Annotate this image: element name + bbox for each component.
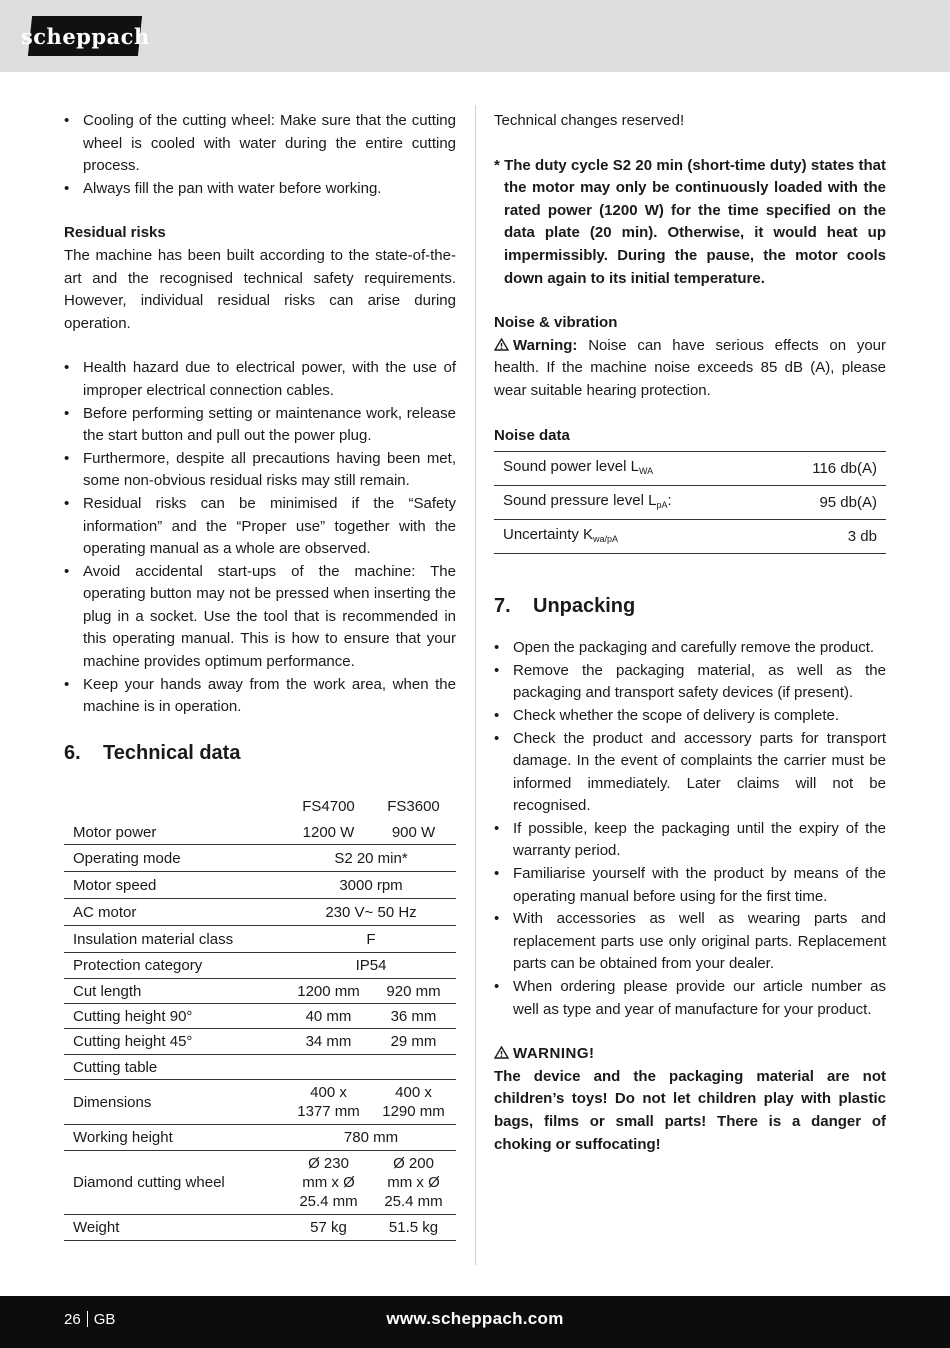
table-row — [64, 899, 456, 926]
cooling-list — [64, 110, 456, 200]
technical-data-table — [64, 795, 456, 1242]
row-label: Uncertainty $K_{wa/pA}$ — [494, 520, 766, 554]
row-label: Working height — [64, 1125, 286, 1151]
noise-data-heading: Noise data — [494, 426, 570, 444]
list-item: • Health hazard due to electrical power, with the use of improper electrical connection cables. — [64, 357, 456, 402]
section-heading: Technical data — [103, 741, 241, 764]
cell-value — [286, 1055, 371, 1080]
page-header — [0, 0, 950, 72]
column-header: FS4700 — [302, 797, 355, 815]
noise-warning — [494, 335, 886, 403]
right-column — [494, 110, 886, 1156]
table-row — [64, 979, 456, 1004]
risk-list — [64, 357, 456, 719]
table-header-row — [64, 795, 456, 820]
cell-value: 3 db — [766, 520, 886, 554]
row-label: Sound pressure level $L_{pA}$: — [494, 486, 766, 520]
cell-value: IP54 — [286, 953, 456, 979]
list-item: • Check the product and accessory parts for transport damage. In the event of complaints the carrier must be informed immediately. Later claims will not be recognised. — [494, 728, 886, 818]
column-divider — [475, 105, 476, 1265]
list-item: • Keep your hands away from the work area, when the machine is in operation. — [64, 674, 456, 719]
row-label: Diamond cutting wheel — [64, 1151, 286, 1215]
unpacking-list — [494, 637, 886, 1021]
cell-value: 1200 mm — [286, 979, 371, 1004]
table-row — [64, 820, 456, 845]
warning-label: Warning: — [513, 336, 578, 354]
cell-value: 1200 W — [286, 820, 371, 845]
list-item: • Furthermore, despite all precautions having been met, some non-obvious residual risks may still remain. — [64, 448, 456, 493]
cell-value: 920 mm — [371, 979, 456, 1004]
residual-risks-heading: Residual risks — [64, 224, 166, 242]
section-heading: Unpacking — [533, 595, 636, 618]
left-column — [64, 110, 456, 1241]
cell-value: 400 x 1377 mm — [286, 1080, 371, 1125]
cell-value: Ø 200 mm x Ø 25.4 mm — [371, 1151, 456, 1215]
table-row — [64, 872, 456, 899]
noise-vibration-heading: Noise & vibration — [494, 314, 618, 332]
list-item: • Residual risks can be minimised if the “Safety information” and the “Proper use” together with the operating manual as a whole are observed. — [64, 493, 456, 561]
warning-heading: WARNING! — [494, 1043, 886, 1066]
table-row — [64, 1004, 456, 1029]
table-row — [64, 1055, 456, 1080]
table-row — [64, 1125, 456, 1151]
cell-value: 95 db(A) — [766, 486, 886, 520]
table-row — [64, 1080, 456, 1125]
cell-value — [371, 1055, 456, 1080]
table-row — [64, 1029, 456, 1055]
cell-value: 34 mm — [286, 1029, 371, 1055]
section-7-title — [494, 592, 886, 620]
row-label: Protection category — [64, 953, 286, 979]
row-label: Motor power — [64, 820, 286, 845]
list-item: • Cooling of the cutting wheel: Make sure that the cutting wheel is cooled with water during the entire cutting process. — [64, 110, 456, 178]
row-label: Sound power level $L_{WA}$ — [494, 452, 766, 486]
cell-value: S2 20 min* — [286, 845, 456, 872]
list-item: • Remove the packaging material, as well as the packaging and transport safety devices (if present). — [494, 660, 886, 705]
website-url: www.scheppach.com — [386, 1309, 564, 1328]
page-footer — [0, 1296, 950, 1348]
table-row — [64, 953, 456, 979]
warning-triangle-icon — [494, 338, 509, 351]
duty-cycle-note: * The duty cycle S2 20 min (short-time duty) states that the motor may only be continuously loaded with the rated power (1200 W) for the time specified on the data plate (20 min). Otherwise, it would heat up impermissibly. During the pause, the motor cools down again to its initial temperature. — [494, 156, 886, 287]
row-label: Insulation material class — [64, 926, 286, 953]
cell-value: 230 V~ 50 Hz — [286, 899, 456, 926]
table-row — [494, 486, 886, 520]
cell-value: 400 x 1290 mm — [371, 1080, 456, 1125]
table-row — [64, 1215, 456, 1241]
warning-triangle-icon — [494, 1046, 509, 1059]
cell-value: 57 kg — [286, 1215, 371, 1241]
row-label: Dimensions — [64, 1080, 286, 1125]
row-label: Weight — [64, 1215, 286, 1241]
section-6-title — [64, 739, 456, 767]
column-header: FS3600 — [387, 797, 440, 815]
list-item: • Before performing setting or maintenance work, release the start button and pull out the power plug. — [64, 403, 456, 448]
cell-value: F — [286, 926, 456, 953]
cell-value: 51.5 kg — [371, 1215, 456, 1241]
list-item: • Open the packaging and carefully remove the product. — [494, 637, 886, 660]
table-row — [494, 520, 886, 554]
list-item: • Familiarise yourself with the product by means of the operating manual before using for the first time. — [494, 863, 886, 908]
list-item: • Avoid accidental start-ups of the machine: The operating button may not be pressed when inserting the plug in a socket. Use the tool that is recommended in this operating manual. This is how to ensure that your machine provides optimum performance. — [64, 561, 456, 674]
cell-value: 900 W — [371, 820, 456, 845]
list-item: • If possible, keep the packaging until the expiry of the warranty period. — [494, 818, 886, 863]
children-warning-text: The device and the packaging material are not children’s toys! Do not let children play with plastic bags, films or small parts! There is a danger of choking or suffocating! — [494, 1067, 886, 1153]
row-label: Operating mode — [64, 845, 286, 872]
cell-value: 36 mm — [371, 1004, 456, 1029]
list-item: • When ordering please provide our article number as well as type and year of manufacture for your product. — [494, 976, 886, 1021]
row-label: AC motor — [64, 899, 286, 926]
cell-value: 116 db(A) — [766, 452, 886, 486]
list-item: • Check whether the scope of delivery is complete. — [494, 705, 886, 728]
cell-value: 780 mm — [286, 1125, 456, 1151]
section-number: 7. — [494, 595, 511, 618]
list-item: • With accessories as well as wearing parts and replacement parts use only original parts. Replacement parts can be obtained from your dealer. — [494, 908, 886, 976]
noise-data-table — [494, 451, 886, 554]
row-label: Cutting height 45° — [64, 1029, 286, 1055]
row-label: Cut length — [64, 979, 286, 1004]
row-label: Cutting height 90° — [64, 1004, 286, 1029]
cell-value: Ø 230 mm x Ø 25.4 mm — [286, 1151, 371, 1215]
table-row — [64, 926, 456, 953]
table-row — [64, 1151, 456, 1215]
table-row — [494, 452, 886, 486]
residual-risks-text: The machine has been built according to the state-of-the-art and the recognised technical safety requirements. However, individual residual risks can arise during operation. — [64, 246, 456, 332]
row-label: Cutting table — [64, 1055, 286, 1080]
table-row — [64, 845, 456, 872]
cell-value: 29 mm — [371, 1029, 456, 1055]
scheppach-logo: scheppach — [28, 16, 142, 56]
page-number: 26 GB — [64, 1311, 116, 1328]
cell-value: 40 mm — [286, 1004, 371, 1029]
cell-value: 3000 rpm — [286, 872, 456, 899]
warning-text: Noise can have serious effects on your health. If the machine noise exceeds 85 dB (A), please wear suitable hearing protection. — [494, 336, 886, 399]
section-number: 6. — [64, 741, 81, 764]
technical-changes-note: Technical changes reserved! — [494, 112, 685, 129]
row-label: Motor speed — [64, 872, 286, 899]
list-item: • Always fill the pan with water before working. — [64, 178, 456, 201]
